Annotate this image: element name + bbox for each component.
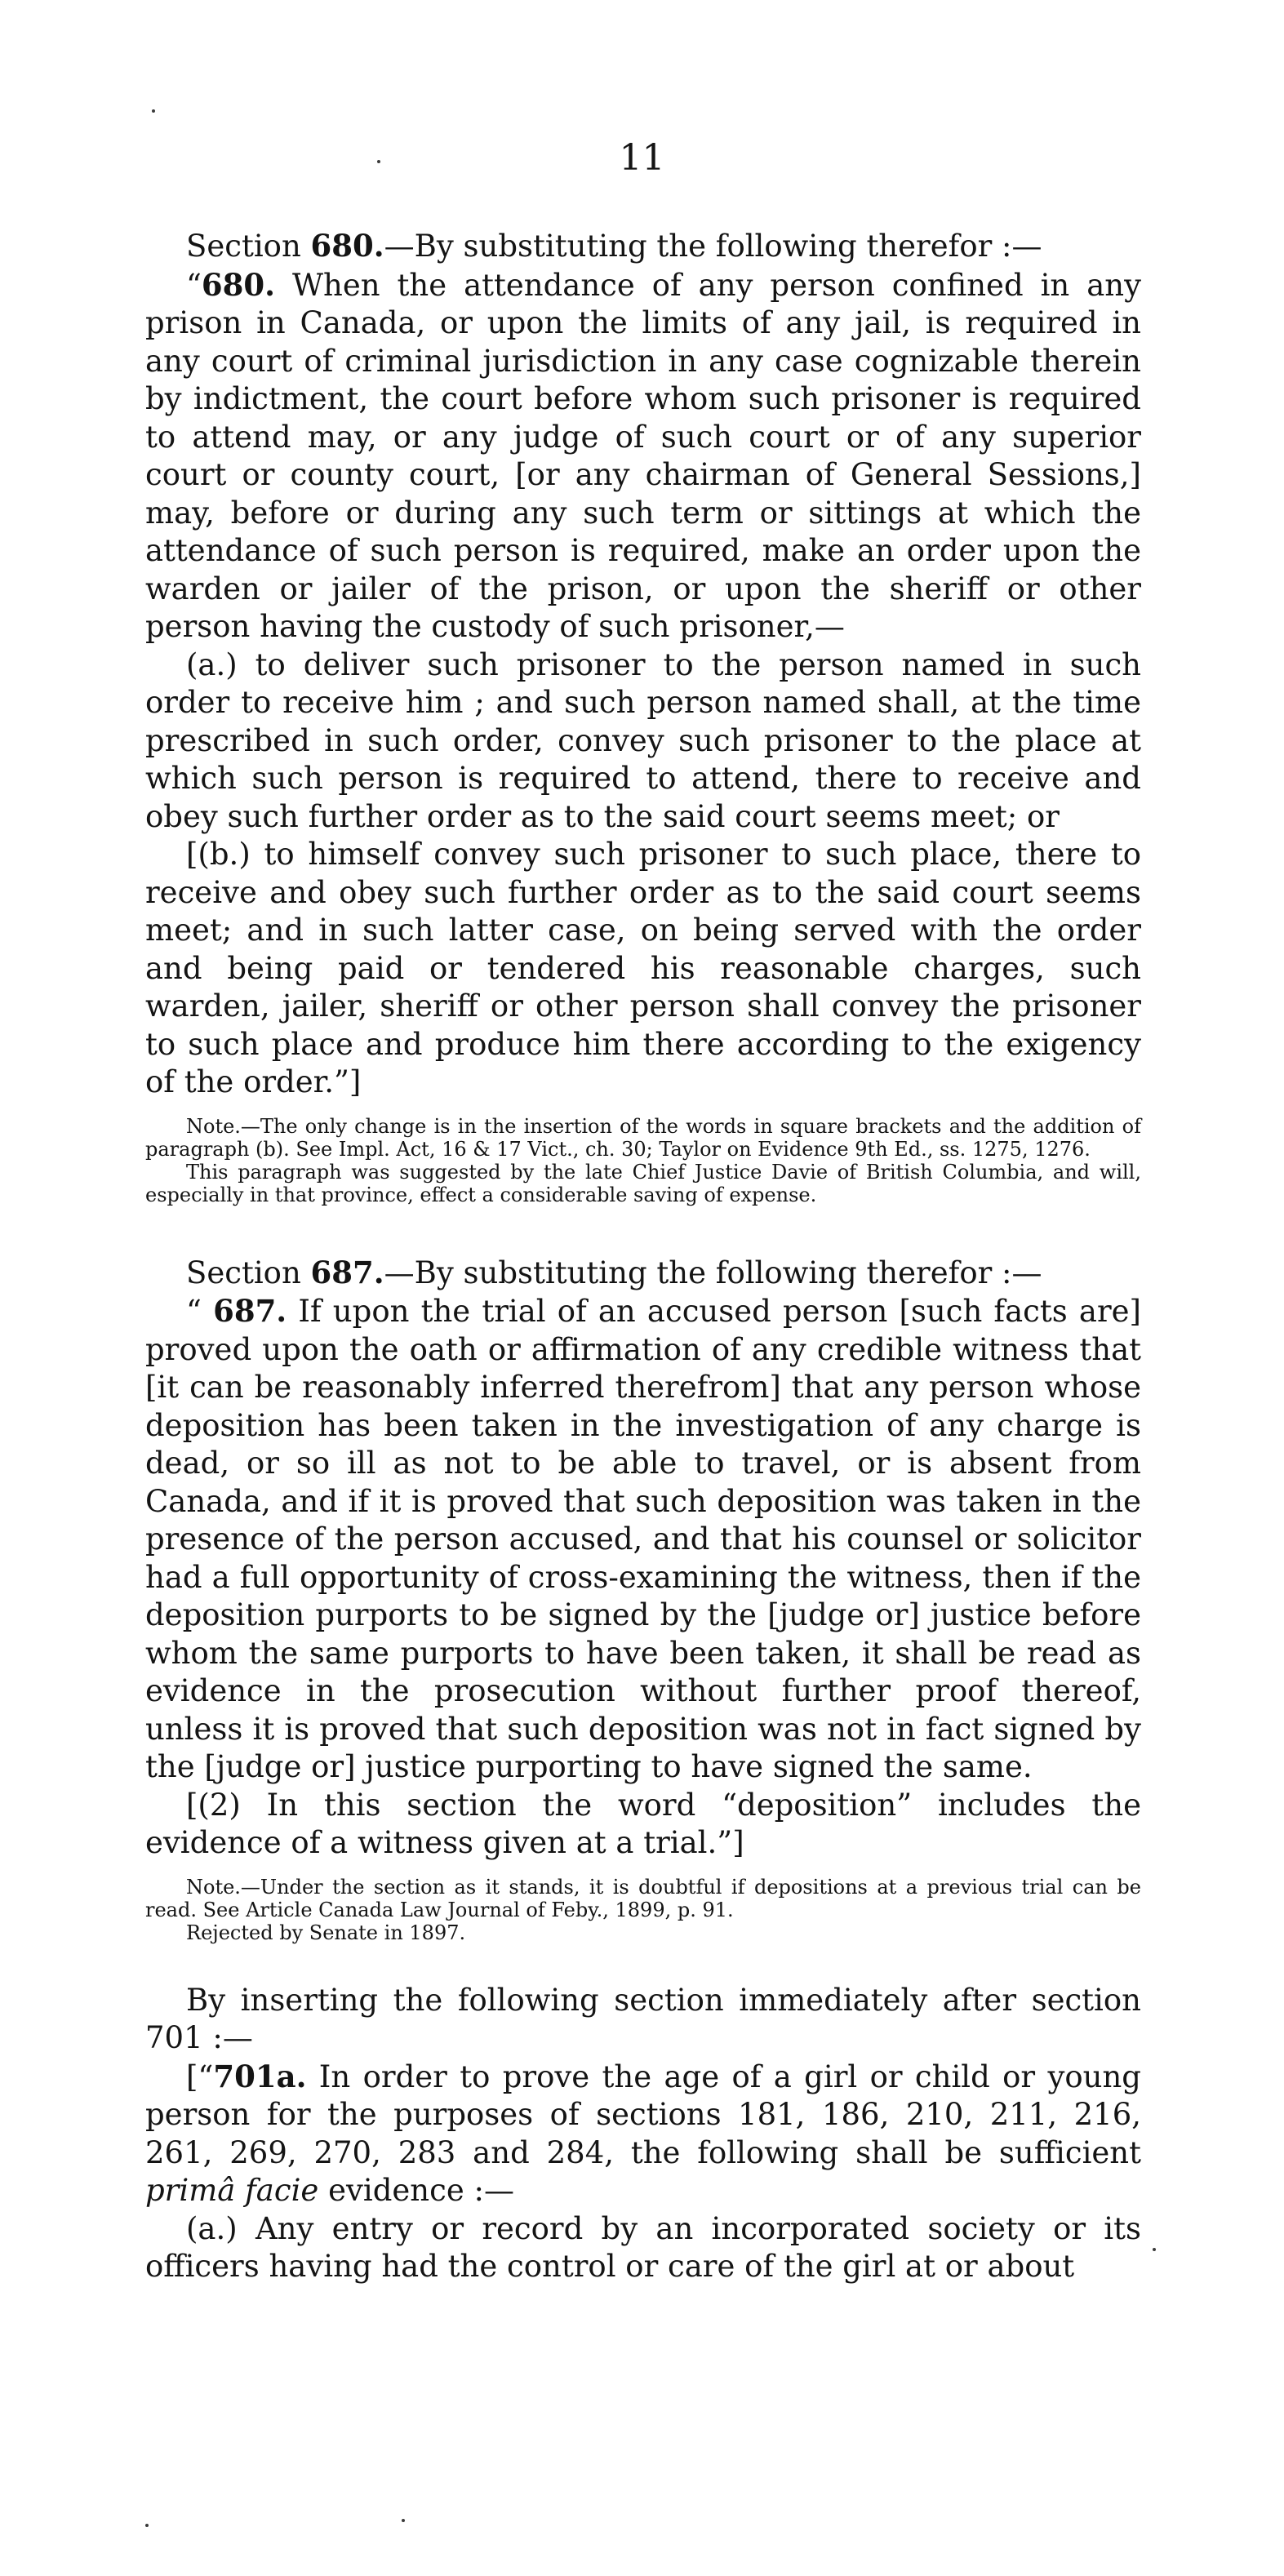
page-number: 11 [619, 137, 665, 179]
section-687-heading-suffix: —By substituting the following therefor :— [384, 1255, 1042, 1290]
text-column [145, 227, 1141, 2286]
scan-speck [402, 2519, 405, 2522]
scan-speck [1153, 2248, 1156, 2251]
section-680-note-1: Note.—The only change is in the insertion of the words in square brackets and the addition of paragraph (b). See Impl. Act, 16 & 17 Vict., ch. 30; Taylor on Evidence 9th Ed., ss. 1275, 1276. [145, 1114, 1141, 1161]
section-687-body: If upon the trial of an accused person [such facts are] proved upon the oath or affirmation of any credible witness that [it can be reasonably inferred therefrom] that any person whose deposition has been taken in the investigation of any charge is dead, or so ill as not to be able to travel, or is absent from Canada, and if it is proved that such deposition was taken in the presence of the person accused, and that his counsel or solicitor had a full opportunity of cross-examining the witness, then if the deposition purports to be signed by the [judge or] justice before whom the same purports to have been taken, it shall be read as evidence in the prosecution without further proof thereof, unless it is proved that such deposition was not in fact signed by the [judge or] justice purporting to have signed the same. [145, 1294, 1141, 1784]
section-687-heading-number: 687. [310, 1254, 384, 1290]
section-687-quote-open: “ [186, 1294, 214, 1329]
section-687-heading [186, 1254, 1141, 1293]
section-687-heading-prefix: Section [186, 1255, 311, 1290]
section-680-heading-number: 680. [310, 228, 384, 264]
section-680-heading-suffix: —By substituting the following therefor :— [384, 229, 1042, 264]
section-680-paragraph-a: (a.) to deliver such prisoner to the person named in such order to receive him ; and such person named shall, at the time prescribed in such order, convey such prisoner to the place at which such person is required to attend, there to receive and obey such further order as to the said court seems meet; or [145, 646, 1141, 834]
section-687-note-2: Rejected by Senate in 1897. [186, 1921, 466, 1944]
section-701a-text [145, 2058, 1141, 2210]
section-680-number: 680. [201, 266, 276, 303]
section-680-heading-prefix: Section [186, 229, 311, 264]
section-701a-intro: By inserting the following section immediately after section 701 :— [145, 1982, 1141, 2055]
section-680-text [145, 266, 1141, 646]
section-701a-quote-open: [“ [186, 2059, 214, 2094]
section-687-note-1: Note.—Under the section as it stands, it is doubtful if depositions at a previous trial can be read. See Article Canada Law Journal of Feby., 1899, p. 91. [145, 1875, 1141, 1921]
section-701a-number: 701a. [213, 2058, 307, 2094]
section-680-quote-open: “ [186, 267, 202, 303]
section-680-paragraph-b: [(b.) to himself convey such prisoner to such place, there to receive and obey such further order as to the said court seems meet; and in such latter case, on being served with the order and being paid or tendered his reasonable charges, such warden, jailer, sheriff or other person shall convey the prisoner to such place and produce him there according to the exigency of the order.”] [145, 837, 1141, 1099]
section-680-heading [186, 227, 1141, 266]
section-687-subsection-2: [(2) In this section the word “deposition” includes the evidence of a witness given at a trial.”] [145, 1787, 1141, 1860]
section-701a-italic-term: primâ facie [145, 2173, 319, 2208]
section-680-note-2: This paragraph was suggested by the late Chief Justice Davie of British Columbia, and will, especially in that province, effect a considerable saving of expense. [145, 1160, 1141, 1206]
section-687-text [145, 1292, 1141, 1787]
section-spacer [145, 1206, 1141, 1254]
section-701a-body-start: In order to prove the age of a girl or child or young person for the purposes of sections 181, 186, 210, 211, 216, 261, 269, 270, 283 and 284, the following shall be sufficient [145, 2059, 1141, 2170]
scan-speck [152, 109, 155, 113]
scan-speck [145, 2524, 149, 2527]
section-701a-body-end: evidence :— [318, 2173, 514, 2208]
section-687-notes [145, 1876, 1141, 1944]
section-spacer [145, 1944, 1141, 1982]
section-687-number: 687. [213, 1293, 287, 1329]
section-680-notes [145, 1115, 1141, 1206]
section-680-body: When the attendance of any person confined in any prison in Canada, or upon the limits of any jail, is required in any court of criminal jurisdiction in any case cognizable therein by indictment, the court before whom such prisoner is required to attend may, or any judge of such court or of any superior court or county court, [or any chairman of General Sessions,] may, before or during any such term or sittings at which the attendance of such person is required, make an order upon the warden or jailer of the prison, or upon the sheriff or other person having the custody of such prisoner,— [145, 267, 1141, 644]
section-701a-paragraph-a: (a.) Any entry or record by an incorporated society or its officers having had the control or care of the girl at or about [145, 2210, 1141, 2284]
